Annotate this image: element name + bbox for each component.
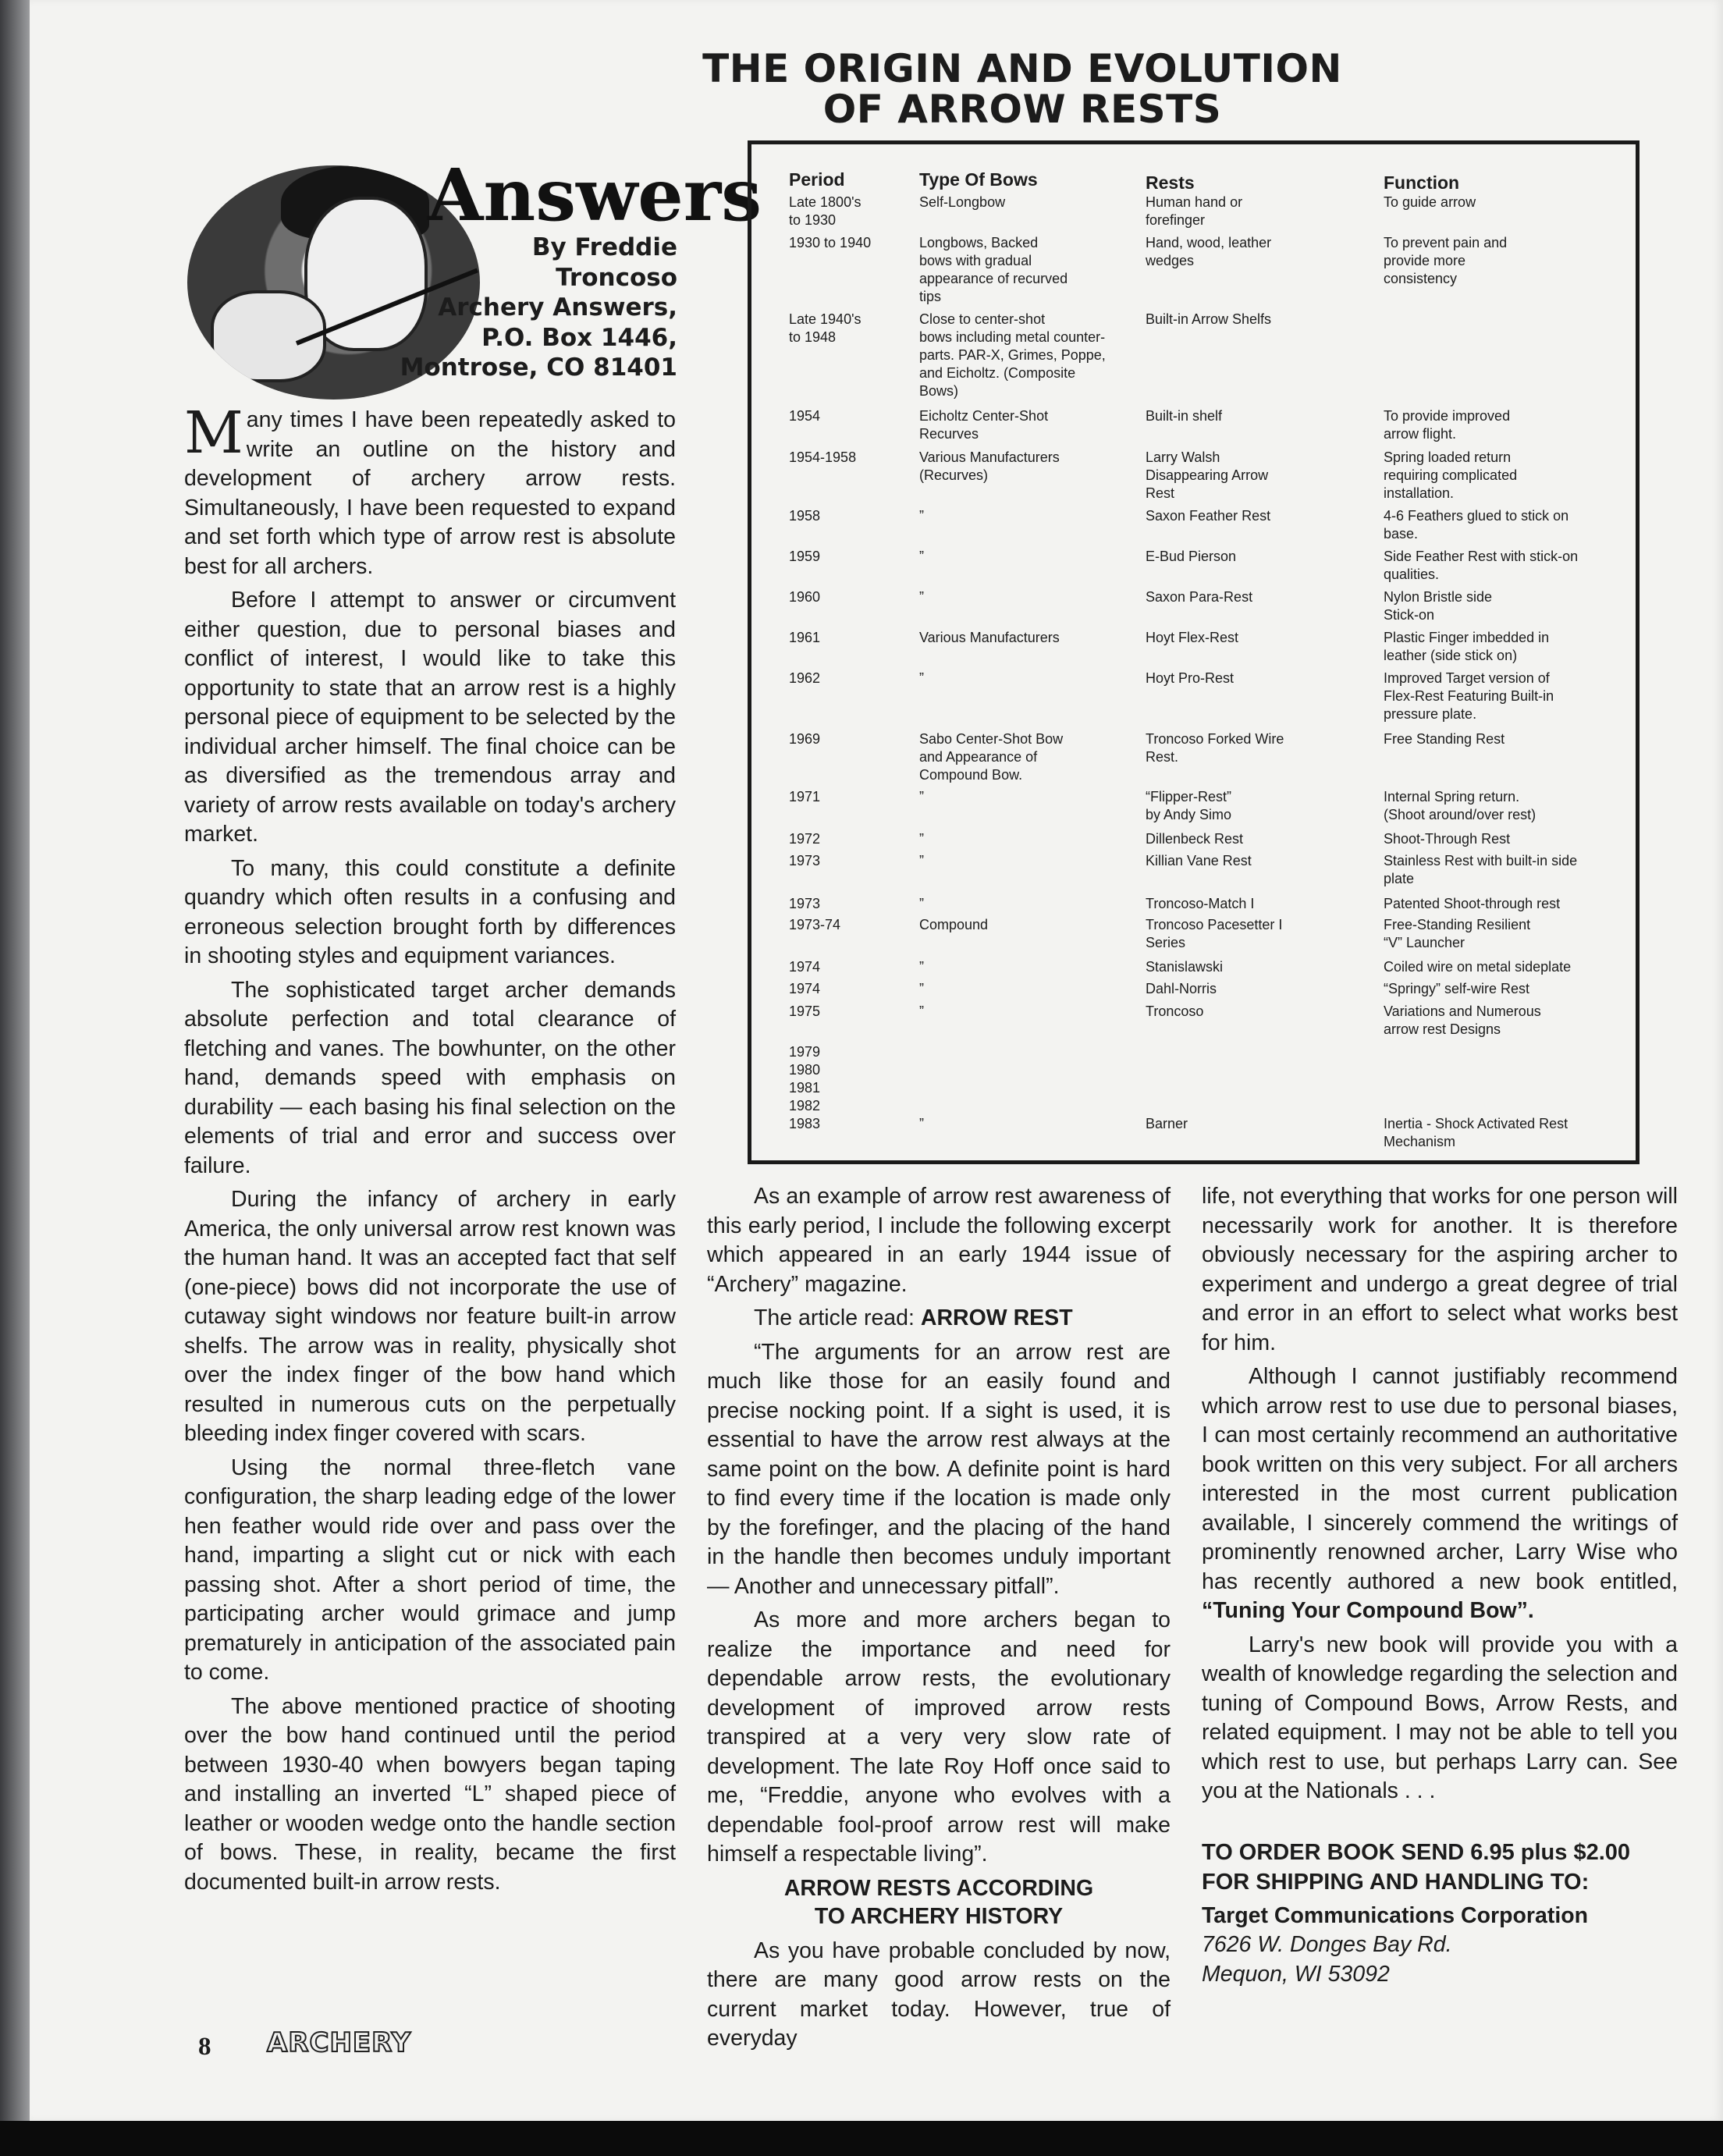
table-cell: 4-6 Feathers glued to stick on base. [1384, 508, 1569, 542]
column-1 [184, 400, 676, 1902]
paragraph: Many times I have been repeatedly asked to write an outline on the history and development of archery arrow rests. Simultaneously, I have been requested to expand and set forth which type of arrow rest is absolute best for all archers. [184, 400, 676, 579]
table-cell: ” [919, 508, 924, 524]
publisher-city: Mequon, WI 53092 [1202, 1961, 1390, 1987]
article-name: ARROW REST [920, 1305, 1073, 1330]
table-cell: Free Standing Rest [1384, 731, 1505, 747]
table-cell: Self-Longbow [919, 194, 1006, 210]
page-number: 8 [198, 2033, 211, 2061]
book-title: “Tuning Your Compound Bow”. [1202, 1598, 1534, 1623]
table-cell: 1971 [789, 789, 821, 805]
paragraph: Larry's new book will provide you with a wealth of knowledge regarding the selection and tuning of Compound Bows, Arrow Rests, and related equipment. I may not be able to tell you which rest to use, but perhaps Larry can. See you at the Nationals . . . [1202, 1632, 1678, 1803]
title-line-2: OF ARROW RESTS [822, 87, 1222, 132]
table-cell: 1961 [789, 630, 821, 645]
table-cell: Coiled wire on metal sideplate [1384, 959, 1572, 975]
paragraph: As more and more archers began to realize the importance and need for dependable arrow rests, the evolutionary development of improved arrow rests transpired at a very very slow rate of development. The late Roy Hoff once said to me, “Freddie, anyone who evolves with a dependable fool-proof arrow rest will make himself a respectable living”. [707, 1607, 1171, 1867]
table-cell: Eicholtz Center-Shot Recurves [919, 408, 1049, 442]
table-cell: ” [919, 896, 924, 911]
paragraph: The sophisticated target archer demands absolute perfection and total clearance of fletching and vanes. The bowhunter, on the other hand, demands speed with emphasis on durability — each basing his final selection on the elements of trial and error and success over failure. [184, 977, 676, 1178]
table-cell: ” [919, 549, 924, 564]
table-cell: 1962 [789, 670, 821, 686]
table-cell: Barner [1146, 1116, 1188, 1131]
header-function: Function [1384, 172, 1460, 193]
table-cell: 1979 1980 1981 1982 1983 [789, 1044, 821, 1131]
page-edge [0, 0, 30, 2121]
paragraph: The article read: ARROW REST [754, 1305, 1073, 1330]
table-cell: Larry Walsh Disappearing Arrow Rest [1146, 449, 1269, 501]
paragraph: The above mentioned practice of shooting over the bow hand continued until the period between 1930-40 when bowyers began taping and installing an inverted “L” shaped piece of leather or wooden wedge onto the handle section of bows. These, in reality, became the first documented built-in arrow rests. [184, 1693, 676, 1895]
table-cell: Built-in Arrow Shelfs [1146, 311, 1272, 327]
table-cell: 1974 [789, 981, 821, 996]
table-cell: Longbows, Backed bows with gradual appearance of recurved tips [919, 235, 1068, 304]
order-instructions: TO ORDER BOOK SEND 6.95 plus $2.00 FOR SHIPPING AND HANDLING TO: [1202, 1839, 1631, 1895]
table-cell: Improved Target version of Flex-Rest Featuring Built-in pressure plate. [1384, 670, 1554, 722]
paragraph: Using the normal three-fletch vane configuration, the sharp leading edge of the lower hen feather would ride over and pass over the hand, imparting a slight cut or nick with each passing shot. After a short period of time, the participating archer would grimace and jump prematurely in anticipation of the associated pain to come. [184, 1455, 676, 1685]
byline-line: Troncoso [556, 263, 677, 292]
table-cell: Hand, wood, leather wedges [1146, 235, 1272, 268]
table-cell: 1960 [789, 589, 821, 605]
column-heading: Answers [428, 153, 762, 237]
header-type-of-bows: Type Of Bows [919, 169, 1038, 190]
table-cell: Killian Vane Rest [1146, 853, 1252, 868]
table-cell: 1954-1958 [789, 449, 857, 465]
table-cell: 1958 [789, 508, 821, 524]
magazine-logo: ARCHERY [267, 2027, 412, 2058]
byline [375, 233, 677, 383]
background-band [0, 2121, 1723, 2156]
table-cell: ” [919, 853, 924, 868]
table-cell: “Flipper-Rest” by Andy Simo [1146, 789, 1232, 822]
table-cell: 1974 [789, 959, 821, 975]
table-cell: Compound [919, 917, 989, 932]
table-cell: ” [919, 789, 924, 805]
table-cell: ” [919, 831, 924, 847]
paragraph: As you have probable concluded by now, there are many good arrow rests on the current market today. However, true of everyday [707, 1938, 1171, 2051]
table-cell: Hoyt Pro-Rest [1146, 670, 1235, 686]
table-cell: To prevent pain and provide more consistency [1384, 235, 1508, 286]
table-cell: 1972 [789, 831, 821, 847]
table-cell: Sabo Center-Shot Bow and Appearance of Compound Bow. [919, 731, 1064, 783]
table-cell: Side Feather Rest with stick-on qualities. [1384, 549, 1579, 582]
paragraph: life, not everything that works for one person will necessarily work for another. It is therefore obviously necessary for the aspiring archer to experiment and undergo a great degree of trial and error in an effort to select what works best for him. [1202, 1184, 1678, 1355]
table-cell: ” [919, 1116, 924, 1131]
header-rests: Rests [1146, 172, 1195, 193]
table-cell: Patented Shoot-through rest [1384, 896, 1561, 911]
table-cell: ” [919, 589, 924, 605]
table-cell: Free-Standing Resilient “V” Launcher [1384, 917, 1531, 950]
paragraph: Although I cannot justifiably recommend which arrow rest to use due to personal biases, I can most certainly recommend an authoritative book written on this very subject. For all archers interested in the most current publication available, I sincerely commend the writings of prominently renowned archer, Larry Wise who has recently authored a new book entitled, “Tuning Your Compound Bow”. [1202, 1364, 1678, 1623]
table-cell: Inertia - Shock Activated Rest Mechanism [1384, 1116, 1568, 1149]
table-cell: Spring loaded return requiring complicated installation. [1384, 449, 1518, 501]
table-cell: 1973 [789, 896, 821, 911]
table-cell: 1954 [789, 408, 821, 424]
paragraph: Before I attempt to answer or circumvent either question, due to personal biases and conflict of interest, I would like to take this opportunity to state that an arrow rest is a highly personal piece of equipment to be selected by the individual archer himself. The final choice can be as diversified as the tremendous array and variety of arrow rests available on today's archery market. [184, 588, 676, 847]
article-title [546, 48, 1498, 130]
header-period: Period [789, 169, 845, 190]
table-cell: Saxon Para-Rest [1146, 589, 1253, 605]
table-cell: ” [919, 670, 924, 686]
column-2 [707, 1182, 1171, 2058]
table-cell: Saxon Feather Rest [1146, 508, 1271, 524]
table-cell: Human hand or forefinger [1146, 194, 1243, 228]
table-cell: 1969 [789, 731, 821, 747]
table-cell: Hoyt Flex-Rest [1146, 630, 1239, 645]
byline-line: Archery Answers, [438, 293, 677, 321]
table-cell: Stainless Rest with built-in side plate [1384, 853, 1578, 886]
title-line-1: THE ORIGIN AND EVOLUTION [702, 46, 1342, 91]
table-cell: Nylon Bristle side Stick-on [1384, 589, 1493, 623]
table-cell: ” [919, 959, 924, 975]
table-cell: Dahl-Norris [1146, 981, 1217, 996]
table-cell: Troncoso-Match I [1146, 896, 1255, 911]
table-cell: 1975 [789, 1003, 821, 1019]
table-cell: Troncoso Pacesetter I Series [1146, 917, 1283, 950]
table-cell: ” [919, 1003, 924, 1019]
section-subhead: ARROW RESTS ACCORDING TO ARCHERY HISTORY [783, 1875, 1094, 1929]
table-cell: Late 1940's to 1948 [789, 311, 862, 345]
table-cell: Various Manufacturers (Recurves) [919, 449, 1060, 483]
table-cell: Plastic Finger imbedded in leather (side stick on) [1384, 630, 1550, 663]
table-cell: Variations and Numerous arrow rest Designs [1384, 1003, 1541, 1037]
table-cell: 1973-74 [789, 917, 841, 932]
byline-line: By Freddie [531, 233, 677, 261]
table-cell: Troncoso [1146, 1003, 1204, 1019]
table-cell: Various Manufacturers [919, 630, 1060, 645]
paragraph: To many, this could constitute a definite quandry which often results in a confusing and erroneous selection brought forth by differences in shooting styles and equipment variances. [184, 855, 676, 968]
table-cell: Troncoso Forked Wire Rest. [1146, 731, 1284, 765]
publisher-name: Target Communications Corporation [1202, 1902, 1589, 1928]
paragraph: As an example of arrow rest awareness of this early period, I include the following excerpt which appeared in an early 1944 issue of “Archery” magazine. [707, 1184, 1171, 1297]
table-cell: “Springy” self-wire Rest [1384, 981, 1530, 996]
table-cell: Stanislawski [1146, 959, 1224, 975]
table-cell: 1930 to 1940 [789, 235, 872, 250]
table-cell: Built-in shelf [1146, 408, 1223, 424]
arrow-rest-history-table [748, 140, 1640, 1164]
publisher-street: 7626 W. Donges Bay Rd. [1202, 1932, 1452, 1957]
table-cell: Shoot-Through Rest [1384, 831, 1511, 847]
table-cell: Late 1800's to 1930 [789, 194, 862, 228]
table-cell: Close to center-shot bows including metal counter- parts. PAR-X, Grimes, Poppe, and Eicholtz. (Composite Bows) [919, 311, 1106, 399]
table-cell: To guide arrow [1384, 194, 1476, 210]
table-cell: ” [919, 981, 924, 996]
table-cell: E-Bud Pierson [1146, 549, 1237, 564]
table-cell: 1973 [789, 853, 821, 868]
table-cell: 1959 [789, 549, 821, 564]
drop-cap: M [184, 400, 243, 467]
byline-line: Montrose, CO 81401 [400, 353, 677, 382]
paragraph: During the infancy of archery in early America, the only universal arrow rest known was the human hand. It was an accepted fact that self (one-piece) bows did not incorporate the use of cutaway sight windows nor feature built-in arrow shelfs. The arrow was in reality, physically shot over the index finger of the bow hand which resulted in numerous cuts on the perpetually bleeding index finger covered with scars. [184, 1187, 676, 1446]
column-3 [1202, 1182, 1678, 1989]
table-cell: Dillenbeck Rest [1146, 831, 1244, 847]
table-cell: To provide improved arrow flight. [1384, 408, 1511, 442]
quote-paragraph: “The arguments for an arrow rest are much like those for an easily found and precise nocking point. If a sight is used, it is essential to have the arrow rest always at the same point on the bow. A definite point is hard to find every time if the location is made only by the forefinger, and the placing of the hand in the handle then becomes unduly important — Another and unnecessary pitfall”. [707, 1339, 1171, 1599]
byline-line: P.O. Box 1446, [481, 323, 677, 352]
table-cell: Internal Spring return. (Shoot around/over rest) [1384, 789, 1536, 822]
